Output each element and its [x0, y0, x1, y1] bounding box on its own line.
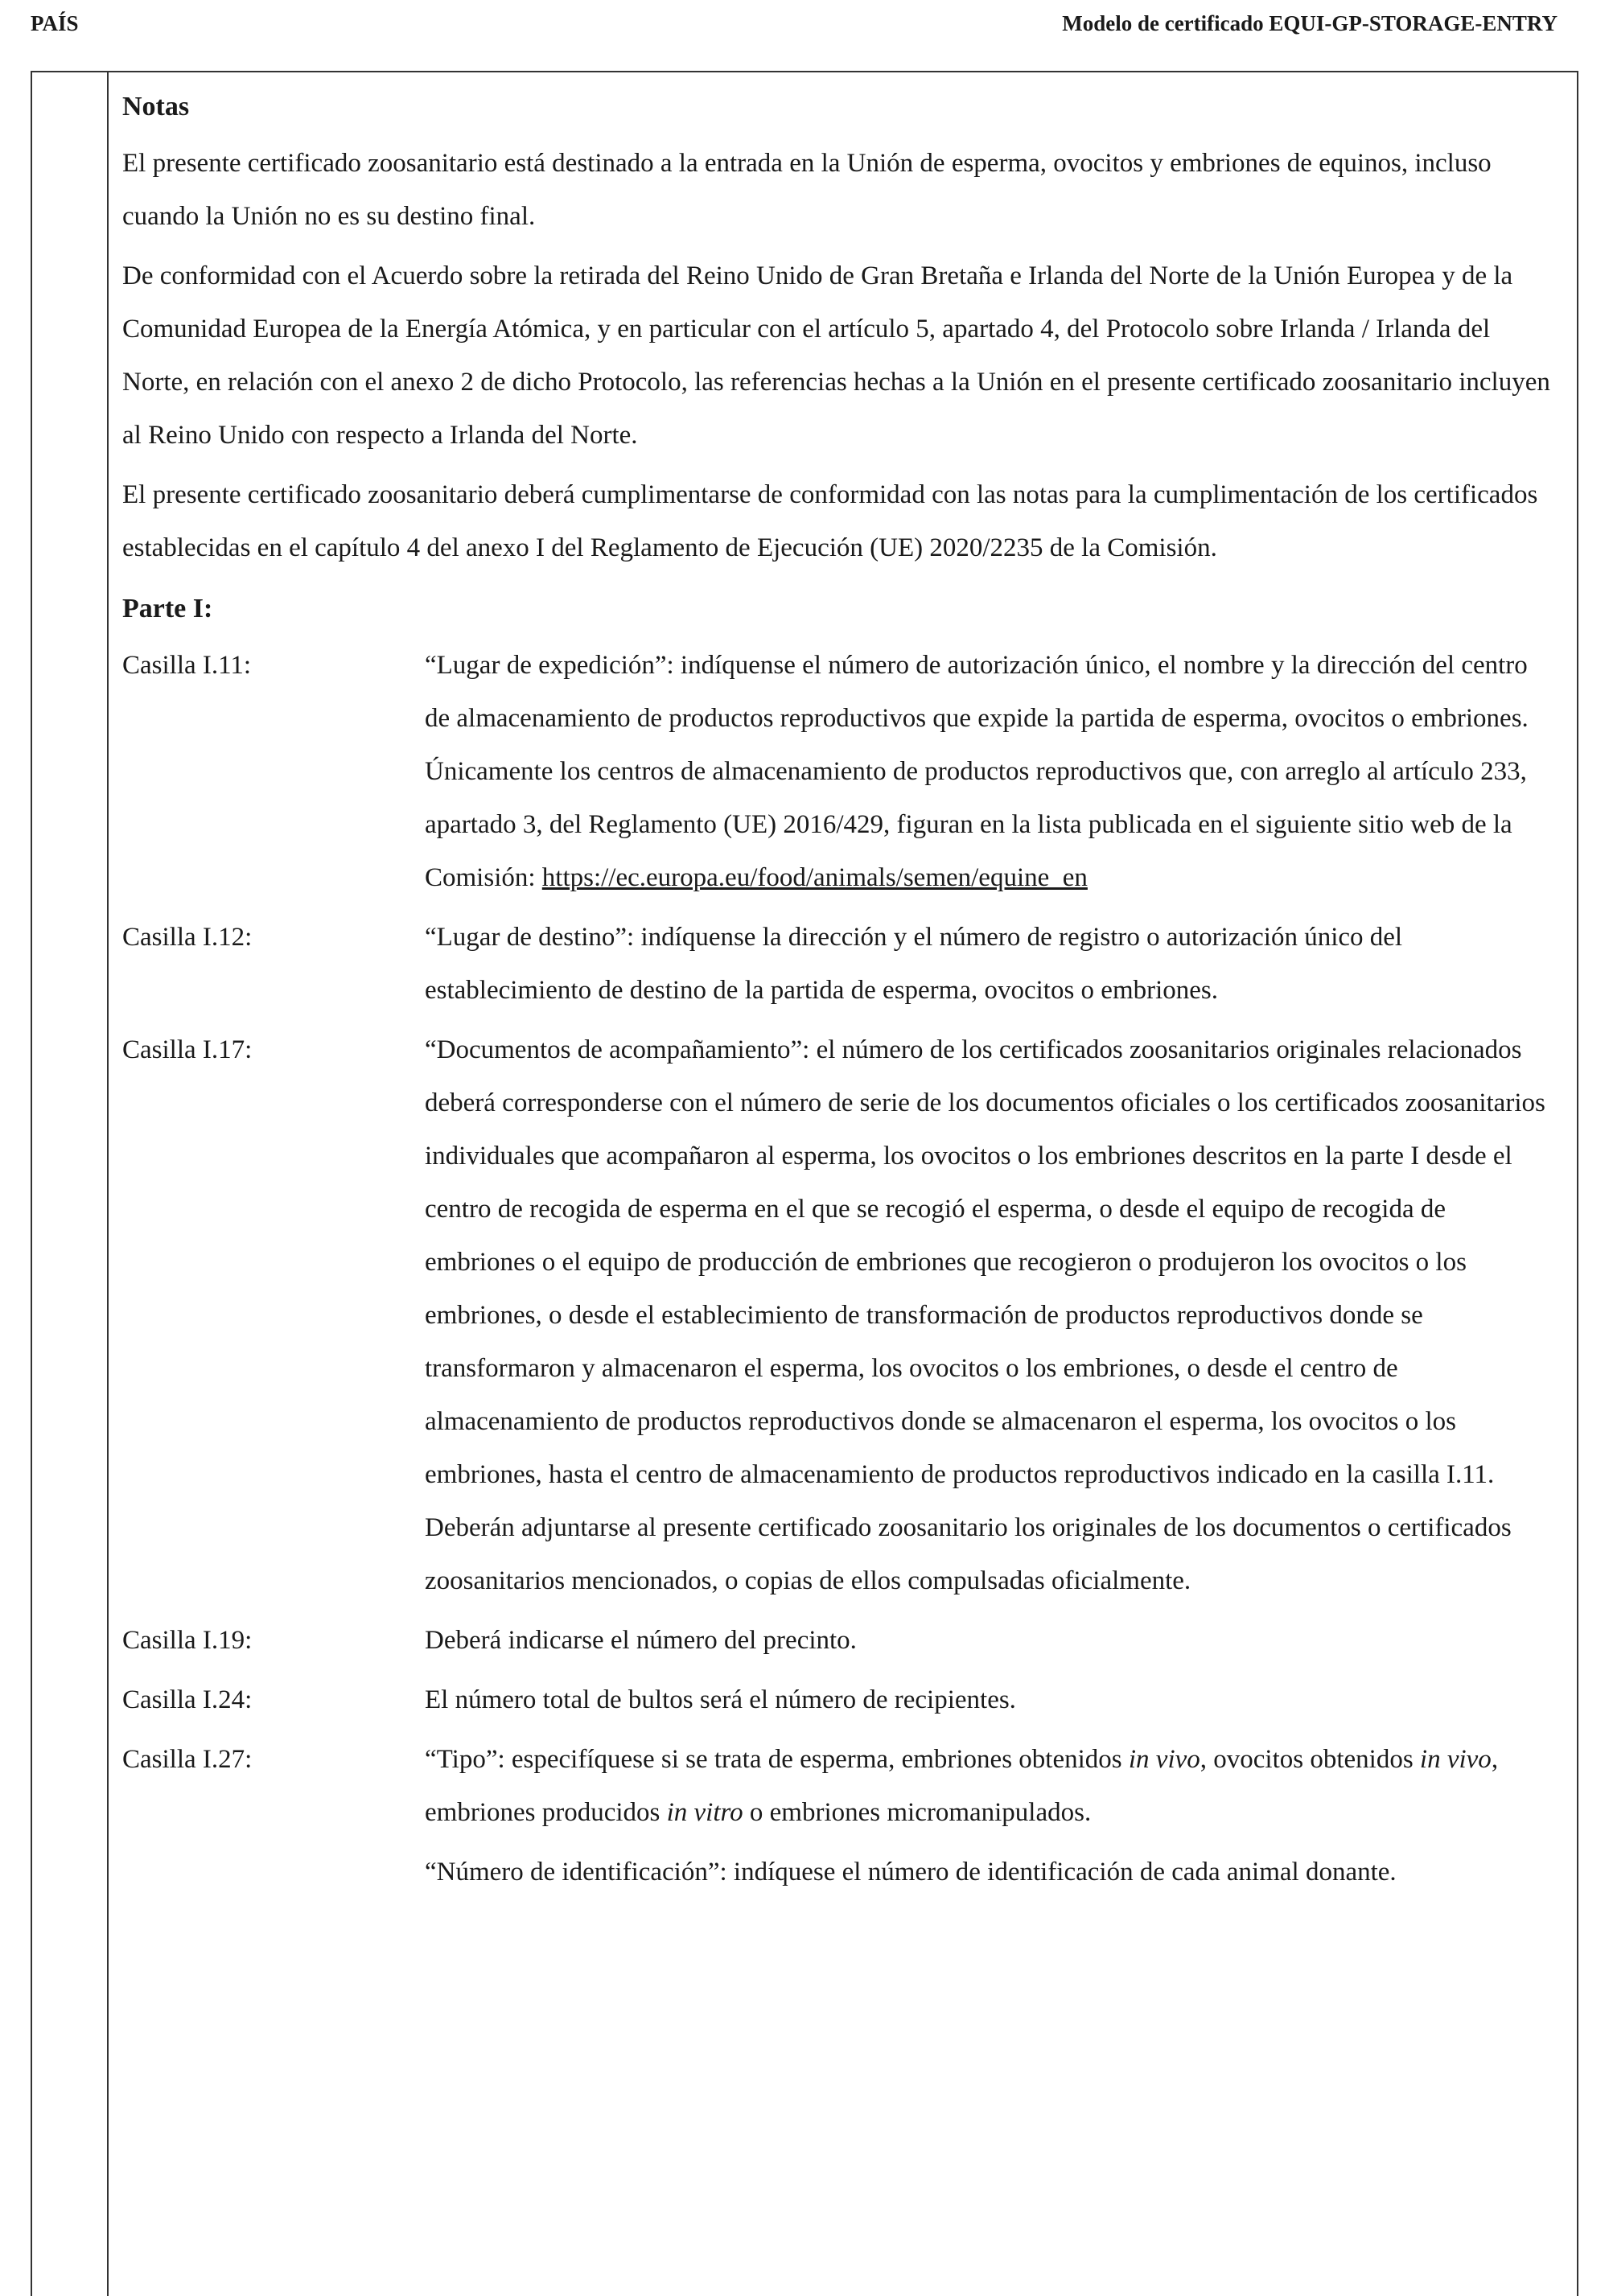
country-label: PAÍS — [31, 11, 79, 35]
text-run: o embriones micromanipulados. — [743, 1798, 1092, 1827]
box-row-i11 — [122, 639, 1554, 904]
text-run: “Tipo”: especifíquese si se trata de esperma, embriones obtenidos — [425, 1745, 1129, 1774]
box-row-i17 — [122, 1023, 1554, 1607]
certificate-model-label: Modelo de certificado EQUI-GP-STORAGE-ENTRY — [1062, 11, 1558, 35]
box-description: “Lugar de expedición”: indíquense el número de autorización único, el nombre y la dirección del centro de almacenamiento de productos reproductivos que expide la partida de esperma, ovocitos o embriones. Únicamente los centros de almacenamiento de productos reproductivos que, con arreglo al artículo 233, apartado 3, del Reglamento (UE) 2016/429, figuran en la lista publicada en el siguiente sitio web de la Comisión: — [425, 651, 1529, 892]
notes-paragraph: El presente certificado zoosanitario está destinado a la entrada en la Unión de esperma, ovocitos y embriones de equinos, incluso cuando la Unión no es su destino final. — [122, 149, 1492, 231]
box-row-i27 — [122, 1733, 1554, 1899]
box-description: Deberá indicarse el número del precinto. — [425, 1626, 857, 1655]
box-label: Casilla I.12: — [122, 923, 253, 952]
box-row-i19 — [122, 1614, 1554, 1667]
column-separator — [107, 71, 109, 2296]
box-description — [425, 1733, 1554, 1839]
italic-run: in vivo — [1419, 1745, 1492, 1774]
box-row-i12 — [122, 911, 1554, 1017]
box-description: “Lugar de destino”: indíquense la dirección y el número de registro o autorización único del establecimiento de destino de la partida de esperma, ovocitos o embriones. — [425, 923, 1403, 1005]
box-row-i24 — [122, 1673, 1554, 1726]
box-description: El número total de bultos será el número de recipientes. — [425, 1685, 1016, 1714]
box-text — [425, 1733, 1554, 1899]
document-content — [122, 80, 1554, 1905]
italic-run: in vitro — [666, 1798, 743, 1827]
box-label: Casilla I.17: — [122, 1035, 253, 1064]
part1-heading: Parte I: — [122, 594, 213, 623]
box-label: Casilla I.11: — [122, 651, 252, 680]
notes-paragraph: El presente certificado zoosanitario deberá cumplimentarse de conformidad con las notas para la cumplimentación de los certificados establecidas en el capítulo 4 del anexo I del Reglamento de Ejecución (UE) 2020/2235 de la Comisión. — [122, 480, 1538, 562]
text-run: , ovocitos obtenidos — [1200, 1745, 1420, 1774]
commission-website-link[interactable]: https://ec.europa.eu/food/animals/semen/equine_en — [541, 863, 1088, 892]
box-label: Casilla I.27: — [122, 1745, 253, 1774]
box-description: “Documentos de acompañamiento”: el número de los certificados zoosanitarios originales relacionados deberá corresponderse con el número de serie de los documentos oficiales o los certificados zoosanitarios individuales que acompañaron al esperma, los ovocitos o los embriones descritos en la parte I desde el centro de recogida de esperma en el que se recogió el esperma, o desde el equipo de recogida de embriones o el equipo de producción de embriones que recogieron o produjeron los ovocitos o los embriones, o desde el establecimiento de transformación de productos reproductivos donde se transformaron y almacenaron el esperma, los ovocitos o los embriones, o desde el centro de almacenamiento de productos reproductivos donde se almacenaron el esperma, los ovocitos o los embriones, hasta el centro de almacenamiento de productos reproductivos indicado en la casilla I.11. Deberán adjuntarse al presente certificado zoosanitario los originales de los documentos o certificados zoosanitarios mencionados, o copias de ellos compulsadas oficialmente. — [425, 1035, 1545, 1595]
notes-paragraph: De conformidad con el Acuerdo sobre la retirada del Reino Unido de Gran Bretaña e Irlanda del Norte de la Unión Europea y de la Comunidad Europea de la Energía Atómica, y en particular con el artículo 5, apartado 4, del Protocolo sobre Irlanda / Irlanda del Norte, en relación con el anexo 2 de dicho Protocolo, las referencias hechas a la Unión en el presente certificado zoosanitario incluyen al Reino Unido con respecto a Irlanda del Norte. — [122, 261, 1550, 450]
box-description-secondary: “Número de identificación”: indíquese el número de identificación de cada animal donante. — [425, 1858, 1397, 1887]
notes-heading: Notas — [122, 92, 190, 121]
italic-run: in vivo — [1128, 1745, 1200, 1774]
box-text — [425, 639, 1554, 904]
page-header — [0, 0, 1609, 72]
text-run: , embriones producidos — [425, 1745, 1499, 1827]
box-label: Casilla I.24: — [122, 1685, 253, 1714]
box-label: Casilla I.19: — [122, 1626, 253, 1655]
